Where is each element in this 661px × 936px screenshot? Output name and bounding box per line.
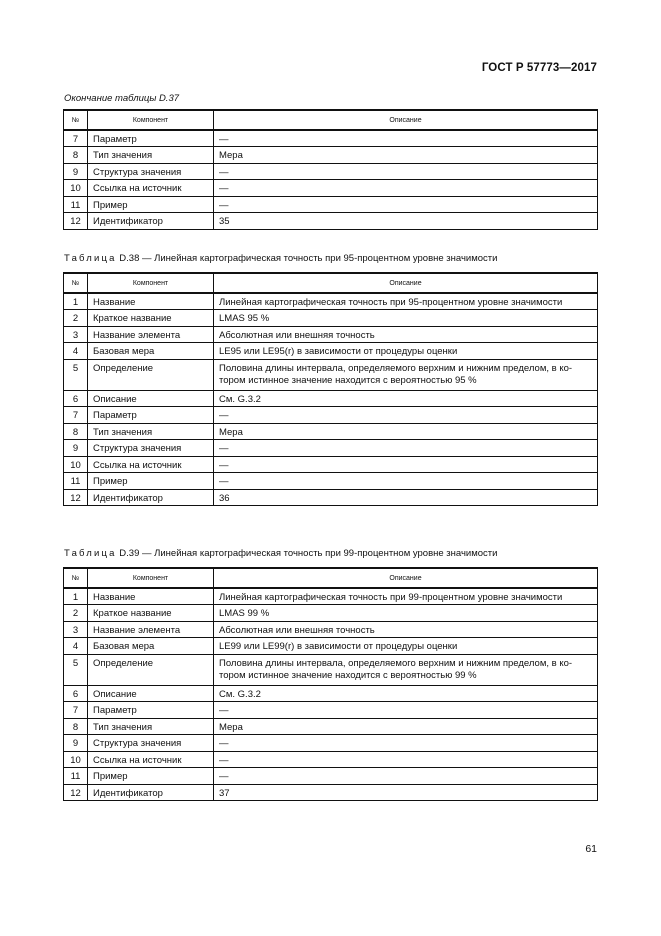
col-header-component: Компонент [88, 110, 214, 130]
row-component: Ссылка на источник [88, 751, 214, 768]
row-description: — [214, 163, 598, 180]
row-description: — [214, 196, 598, 213]
table-d37-caption: Окончание таблицы D.37 [64, 93, 180, 104]
row-description: Линейная картографическая точность при 95-процентном уровне значимости [214, 293, 598, 310]
table-d38 [63, 272, 598, 506]
table-row [64, 343, 598, 360]
row-component: Идентификатор [88, 213, 214, 230]
row-component: Пример [88, 473, 214, 490]
row-component: Тип значения [88, 147, 214, 164]
col-header-num: № [64, 110, 88, 130]
row-number: 5 [64, 654, 88, 685]
table-header-row [64, 110, 598, 130]
row-description: — [214, 473, 598, 490]
col-header-description: Описание [214, 273, 598, 293]
row-number: 2 [64, 310, 88, 327]
row-description: Абсолютная или внешняя точность [214, 621, 598, 638]
table-row [64, 784, 598, 801]
row-component: Описание [88, 390, 214, 407]
row-description: 37 [214, 784, 598, 801]
row-description-line: тором истинное значение находится с вероятностью 99 % [219, 669, 477, 681]
row-component: Идентификатор [88, 784, 214, 801]
row-component: Название элемента [88, 326, 214, 343]
row-component: Описание [88, 685, 214, 702]
row-description: 35 [214, 213, 598, 230]
table-row [64, 751, 598, 768]
row-number: 7 [64, 407, 88, 424]
table-row [64, 130, 598, 147]
table-d38-caption [64, 253, 497, 264]
table-row [64, 293, 598, 310]
row-number: 9 [64, 163, 88, 180]
row-component: Структура значения [88, 163, 214, 180]
table-row [64, 147, 598, 164]
table-row [64, 390, 598, 407]
table-header-row [64, 273, 598, 293]
table-d38-caption-text: D.38 — Линейная картографическая точность при 95-процентном уровне значимости [119, 253, 498, 264]
row-description: — [214, 751, 598, 768]
row-number: 6 [64, 390, 88, 407]
table-d38-caption-prefix: Таблица [64, 253, 117, 264]
table-row [64, 605, 598, 622]
col-header-num: № [64, 273, 88, 293]
col-header-description: Описание [214, 110, 598, 130]
table-row [64, 654, 598, 685]
row-component: Краткое название [88, 310, 214, 327]
row-component: Тип значения [88, 423, 214, 440]
row-number: 9 [64, 440, 88, 457]
table-row [64, 440, 598, 457]
table-row [64, 326, 598, 343]
row-component: Базовая мера [88, 638, 214, 655]
table-row [64, 735, 598, 752]
row-component: Тип значения [88, 718, 214, 735]
row-description: См. G.3.2 [214, 390, 598, 407]
row-description: Мера [214, 423, 598, 440]
row-number: 12 [64, 213, 88, 230]
table-row [64, 180, 598, 197]
row-description: LE99 или LE99(r) в зависимости от процедуры оценки [214, 638, 598, 655]
row-number: 3 [64, 326, 88, 343]
table-d39 [63, 567, 598, 801]
row-component: Структура значения [88, 735, 214, 752]
row-component: Структура значения [88, 440, 214, 457]
row-number: 8 [64, 423, 88, 440]
row-component: Базовая мера [88, 343, 214, 360]
row-description-line: тором истинное значение находится с вероятностью 95 % [219, 374, 477, 386]
table-header-row [64, 568, 598, 588]
row-number: 10 [64, 180, 88, 197]
row-component: Название [88, 293, 214, 310]
row-component: Идентификатор [88, 489, 214, 506]
row-number: 4 [64, 638, 88, 655]
row-component: Пример [88, 768, 214, 785]
table-d39-caption [64, 548, 497, 559]
row-component: Определение [88, 654, 214, 685]
row-number: 11 [64, 196, 88, 213]
table-row [64, 196, 598, 213]
row-component: Ссылка на источник [88, 456, 214, 473]
table-row [64, 621, 598, 638]
document-code: ГОСТ Р 57773—2017 [481, 62, 597, 74]
row-component: Параметр [88, 702, 214, 719]
table-row [64, 489, 598, 506]
row-description: — [214, 768, 598, 785]
table-d39-caption-text: D.39 — Линейная картографическая точность при 99-процентном уровне значимости [119, 548, 498, 559]
table-row [64, 359, 598, 390]
row-component: Название элемента [88, 621, 214, 638]
row-description: Мера [214, 718, 598, 735]
table-row [64, 473, 598, 490]
row-description: См. G.3.2 [214, 685, 598, 702]
table-row [64, 638, 598, 655]
row-component: Название [88, 588, 214, 605]
row-component: Параметр [88, 130, 214, 147]
row-number: 9 [64, 735, 88, 752]
row-number: 12 [64, 784, 88, 801]
row-description: LMAS 99 % [214, 605, 598, 622]
row-description: LMAS 95 % [214, 310, 598, 327]
row-description: — [214, 702, 598, 719]
row-description: — [214, 180, 598, 197]
table-row [64, 310, 598, 327]
row-description: — [214, 407, 598, 424]
row-description: — [214, 456, 598, 473]
row-component: Пример [88, 196, 214, 213]
row-component: Краткое название [88, 605, 214, 622]
row-number: 10 [64, 456, 88, 473]
table-d39-caption-prefix: Таблица [64, 548, 117, 559]
table-row [64, 163, 598, 180]
row-description: Линейная картографическая точность при 99-процентном уровне значимости [214, 588, 598, 605]
table-row [64, 685, 598, 702]
col-header-component: Компонент [88, 568, 214, 588]
row-number: 7 [64, 702, 88, 719]
row-number: 2 [64, 605, 88, 622]
row-number: 4 [64, 343, 88, 360]
row-description: Мера [214, 147, 598, 164]
row-description: — [214, 130, 598, 147]
table-row [64, 407, 598, 424]
col-header-component: Компонент [88, 273, 214, 293]
row-number: 1 [64, 293, 88, 310]
table-row [64, 423, 598, 440]
table-d37 [63, 109, 598, 230]
row-description-line: Половина длины интервала, определяемого верхним и нижним пределом, в ко- [219, 362, 573, 374]
row-description: Абсолютная или внешняя точность [214, 326, 598, 343]
row-component: Ссылка на источник [88, 180, 214, 197]
row-number: 3 [64, 621, 88, 638]
row-number: 7 [64, 130, 88, 147]
col-header-num: № [64, 568, 88, 588]
row-number: 5 [64, 359, 88, 390]
row-number: 6 [64, 685, 88, 702]
row-description [214, 654, 598, 685]
row-component: Параметр [88, 407, 214, 424]
table-row [64, 456, 598, 473]
table-row [64, 718, 598, 735]
row-number: 8 [64, 147, 88, 164]
row-description: — [214, 440, 598, 457]
row-description-line: Половина длины интервала, определяемого верхним и нижним пределом, в ко- [219, 657, 573, 669]
row-number: 12 [64, 489, 88, 506]
row-description: — [214, 735, 598, 752]
table-row [64, 213, 598, 230]
row-description: 36 [214, 489, 598, 506]
page-number: 61 [585, 843, 597, 855]
row-number: 11 [64, 768, 88, 785]
table-row [64, 768, 598, 785]
col-header-description: Описание [214, 568, 598, 588]
table-row [64, 702, 598, 719]
row-number: 1 [64, 588, 88, 605]
row-description [214, 359, 598, 390]
row-number: 8 [64, 718, 88, 735]
row-number: 10 [64, 751, 88, 768]
row-number: 11 [64, 473, 88, 490]
row-component: Определение [88, 359, 214, 390]
row-description: LE95 или LE95(r) в зависимости от процедуры оценки [214, 343, 598, 360]
table-row [64, 588, 598, 605]
